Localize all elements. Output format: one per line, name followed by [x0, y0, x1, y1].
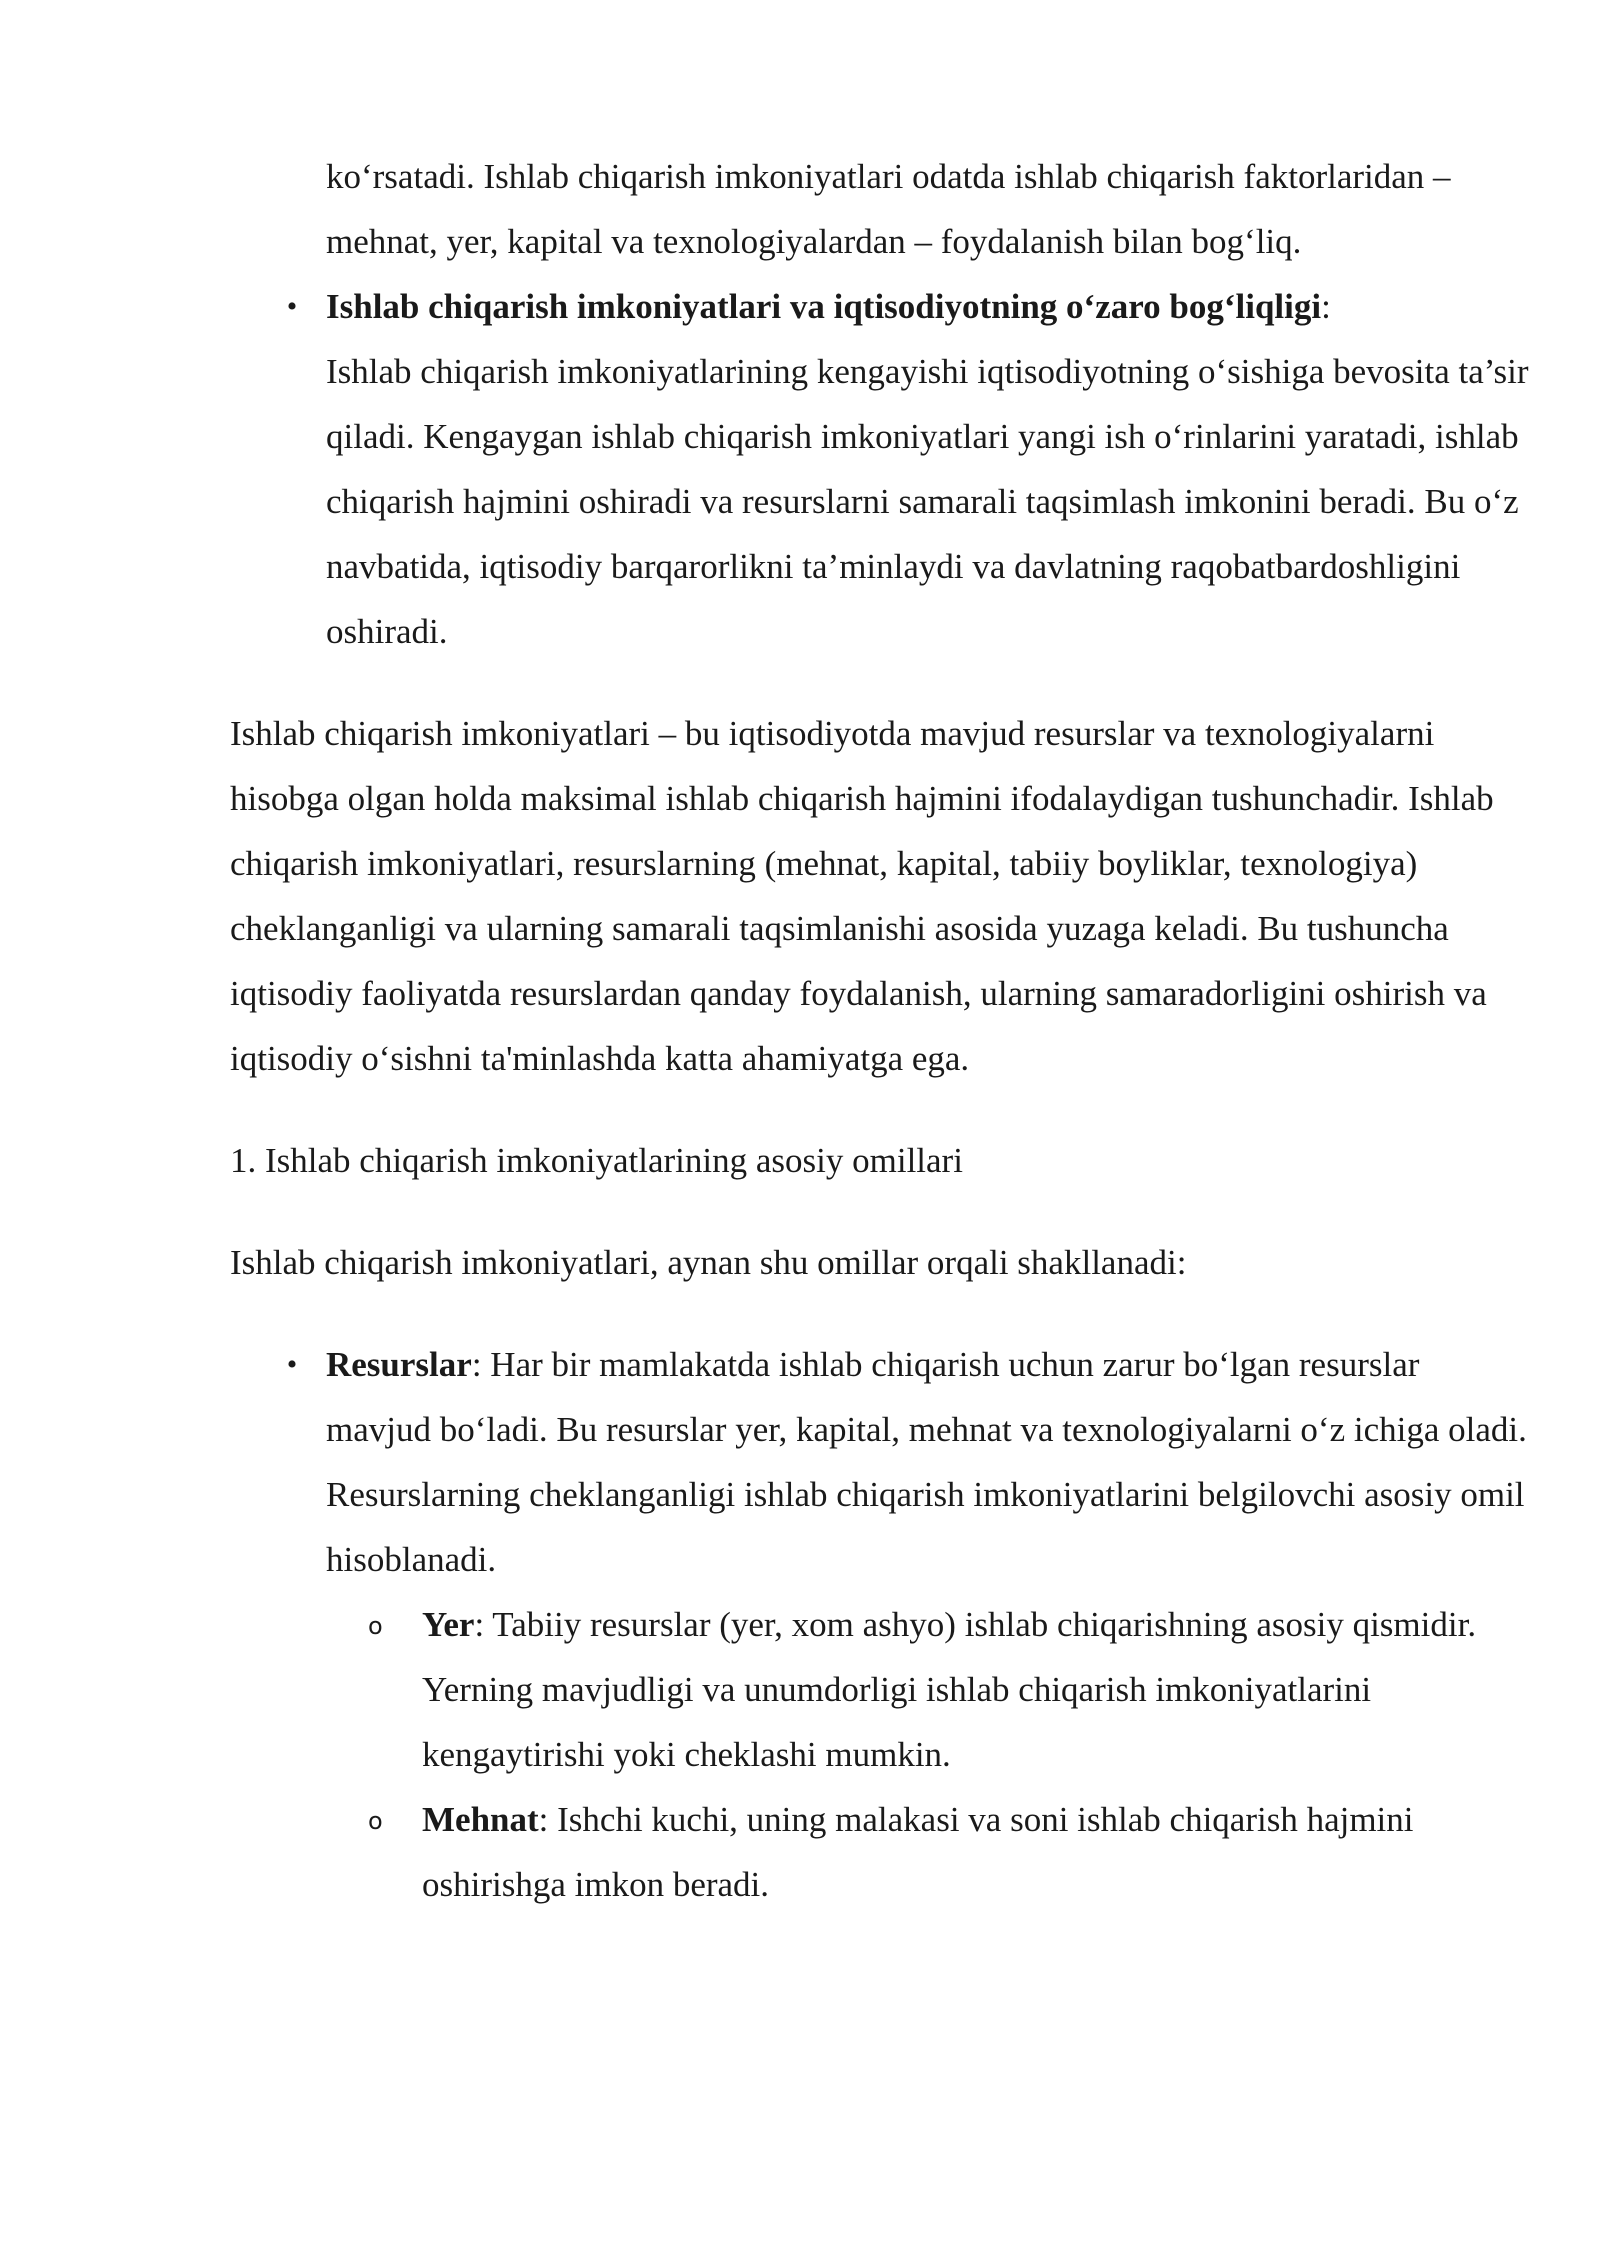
land-text: : Tabiiy resurslar (yer, xom ashyo) ishlab chiqarishning asosiy qismidir. Yerning mavjudligi va unumdorligi ishlab chiqarish imkoniyatlarini kengaytirishi yoki cheklashi mumkin. — [422, 1605, 1477, 1774]
resources-paragraph — [326, 1332, 1530, 1592]
resources-text: : Har bir mamlakatda ishlab chiqarish uchun zarur bo‘lgan resurslar mavjud bo‘ladi. Bu resurslar yer, kapital, mehnat va texnologiyalarni o‘z ichiga oladi. Resurslarning cheklanganligi ishlab chiqarish imkoniyatlarini belgilovchi asosiy omil hisoblanadi. — [326, 1345, 1527, 1579]
interdependence-colon: : — [1321, 287, 1331, 326]
labor-term: Mehnat — [422, 1800, 539, 1839]
labor-text: : Ishchi kuchi, uning malakasi va soni ishlab chiqarish hajmini oshirishga imkon beradi. — [422, 1800, 1414, 1904]
bullet-icon: • — [286, 290, 298, 323]
document-page — [230, 144, 1530, 1917]
circle-bullet-icon: o — [368, 1612, 383, 1640]
section-heading: 1. Ishlab chiqarish imkoniyatlarining asosiy omillari — [230, 1141, 963, 1180]
land-paragraph — [422, 1592, 1530, 1787]
list-item-resources — [230, 1332, 1530, 1917]
definition-paragraph: Ishlab chiqarish imkoniyatlari – bu iqtisodiyotda mavjud resurslar va texnologiyalarni hisobga olgan holda maksimal ishlab chiqarish hajmini ifodalaydigan tushunchadir. Ishlab chiqarish imkoniyatlari, resurslarning (mehnat, kapital, tabiiy boyliklar, texnologiya) cheklanganligi va ularning samarali taqsimlanishi asosida yuzaga keladi. Bu tushuncha iqtisodiy faoliyatda resurslardan qanday foydalanish, ularning samaradorligini oshirish va iqtisodiy o‘sishni ta'minlashda katta ahamiyatga ega. — [230, 714, 1494, 1078]
labor-paragraph — [422, 1787, 1530, 1917]
sub-item-labor — [326, 1787, 1530, 1917]
resources-sub-list — [326, 1592, 1530, 1917]
interdependence-text: Ishlab chiqarish imkoniyatlarining kengayishi iqtisodiyotning o‘sishiga bevosita ta’sir qiladi. Kengaygan ishlab chiqarish imkoniyatlari yangi ish o‘rinlarini yaratadi, ishlab chiqarish hajmini oshiradi va resurslarni samarali taqsimlash imkonini beradi. Bu o‘z navbatida, iqtisodiy barqarorlikni ta’minlaydi va davlatning raqobatbardoshligini oshiradi. — [326, 352, 1529, 651]
list-item-continuation — [230, 144, 1530, 274]
interdependence-term: Ishlab chiqarish imkoniyatlari va iqtisodiyotning o‘zaro bog‘liqligi — [326, 287, 1322, 326]
sub-item-land — [326, 1592, 1530, 1787]
bullet-icon: • — [286, 1348, 298, 1381]
continuation-text: ko‘rsatadi. Ishlab chiqarish imkoniyatlari odatda ishlab chiqarish faktorlaridan – mehnat, yer, kapital va texnologiyalardan – foydalanish bilan bog‘liq. — [326, 157, 1451, 261]
top-bullet-list — [230, 144, 1530, 664]
interdependence-paragraph — [326, 274, 1530, 664]
resources-term: Resurslar — [326, 1345, 472, 1384]
list-item-interdependence — [230, 274, 1530, 664]
intro-line: Ishlab chiqarish imkoniyatlari, aynan shu omillar orqali shakllanadi: — [230, 1243, 1187, 1282]
circle-bullet-icon: o — [368, 1807, 383, 1835]
factors-bullet-list — [230, 1332, 1530, 1917]
land-term: Yer — [422, 1605, 475, 1644]
